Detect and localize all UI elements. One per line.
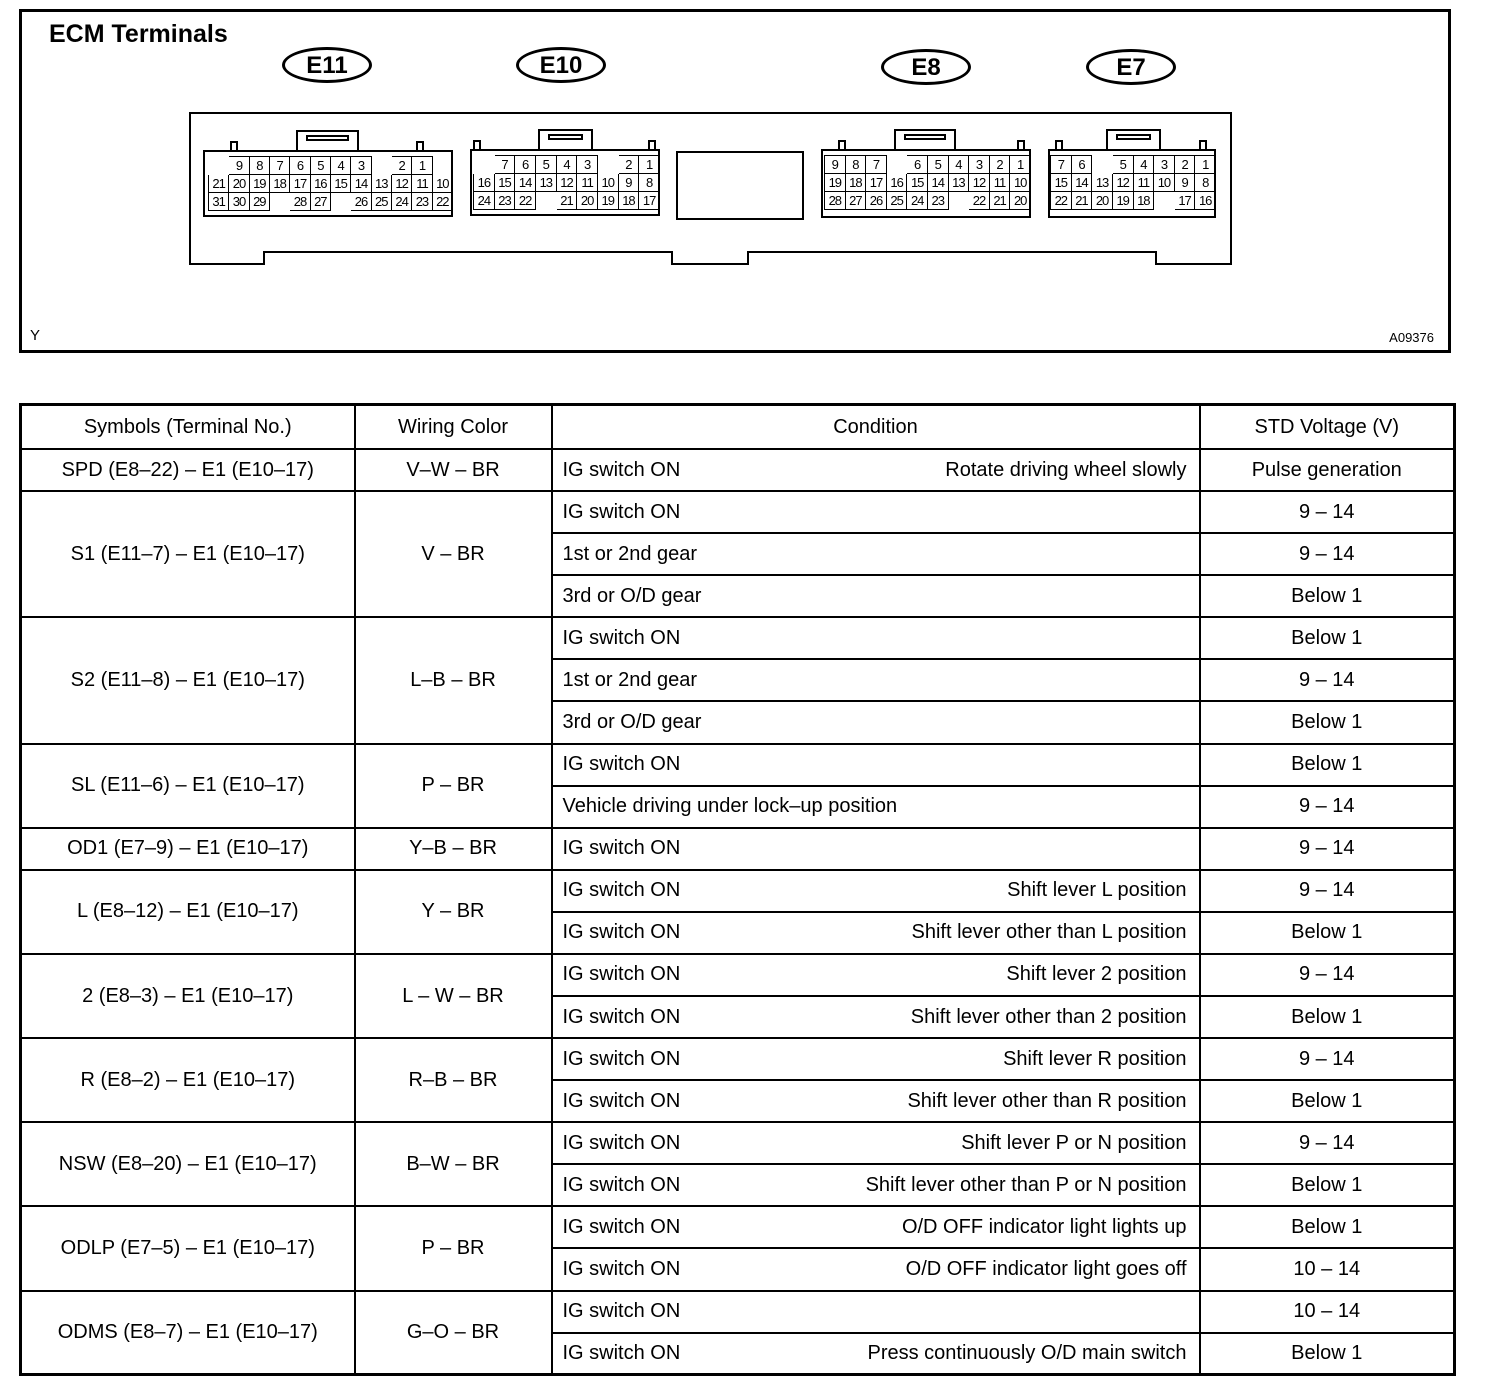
- connector-tab: [1017, 140, 1025, 149]
- terminal-symbol: 2 (E8–3) – E1 (E10–17): [21, 954, 355, 1038]
- table-header-row: [21, 405, 1455, 450]
- std-voltage: 9 – 14: [1200, 1122, 1455, 1164]
- pin: 11: [989, 174, 1010, 192]
- condition-cell: [552, 491, 1200, 533]
- pin: 20: [229, 175, 249, 193]
- terminal-symbol: S2 (E11–8) – E1 (E10–17): [21, 617, 355, 743]
- connector-latch: [538, 129, 593, 149]
- ecm-foot: [1155, 251, 1232, 265]
- table-row: [21, 828, 1455, 870]
- pin: 31: [209, 193, 229, 211]
- pin: 26: [351, 193, 371, 211]
- terminal-symbol: NSW (E8–20) – E1 (E10–17): [21, 1122, 355, 1206]
- pin: 22: [969, 192, 990, 210]
- header-symbols: Symbols (Terminal No.): [21, 405, 355, 450]
- connector-e11: [203, 150, 453, 217]
- condition-main: IG switch ON: [562, 1089, 681, 1112]
- pin: 6: [907, 156, 928, 174]
- pin-empty: [474, 156, 495, 174]
- pin-row: [474, 174, 660, 192]
- terminal-symbol: SPD (E8–22) – E1 (E10–17): [21, 449, 355, 491]
- pin: 2: [391, 157, 411, 175]
- wiring-color: Y – BR: [355, 870, 552, 954]
- header-std-voltage: STD Voltage (V): [1200, 405, 1455, 450]
- condition-main: IG switch ON: [562, 963, 681, 986]
- std-voltage: 9 – 14: [1200, 491, 1455, 533]
- pin: 12: [391, 175, 411, 193]
- connector-latch: [296, 130, 359, 150]
- condition-detail: Shift lever other than 2 position: [910, 1005, 1187, 1028]
- pin: 25: [886, 192, 907, 210]
- pin-empty: [948, 192, 969, 210]
- condition-main: 3rd or O/D gear: [562, 711, 702, 733]
- pin-row: [1051, 192, 1216, 210]
- pin: 2: [1174, 156, 1195, 174]
- table-row: [21, 1038, 1455, 1080]
- connector-tab: [838, 140, 846, 149]
- pin-empty: [432, 157, 452, 175]
- condition-detail: O/D OFF indicator light goes off: [905, 1258, 1187, 1281]
- condition-cell: [552, 1248, 1200, 1290]
- condition-main: IG switch ON: [562, 1005, 681, 1028]
- connector-tab: [1055, 140, 1063, 149]
- table-row: [21, 1291, 1455, 1333]
- connector-tab: [473, 140, 481, 149]
- pin-empty: [535, 192, 556, 210]
- pin: 26: [866, 192, 887, 210]
- pin: 19: [597, 192, 618, 210]
- connector-label-e7: E7: [1086, 49, 1176, 85]
- condition-main: 3rd or O/D gear: [562, 584, 702, 607]
- pin: 24: [907, 192, 928, 210]
- pin-row: [474, 192, 660, 210]
- pin: 5: [927, 156, 948, 174]
- pin: 1: [639, 156, 660, 174]
- pin: 2: [618, 156, 639, 174]
- condition-main: IG switch ON: [562, 1258, 681, 1281]
- std-voltage: 9 – 14: [1200, 828, 1455, 870]
- table-row: [21, 870, 1455, 912]
- pin: 22: [1051, 192, 1072, 210]
- pin: 12: [556, 174, 577, 192]
- connector-e11-pins: [208, 156, 453, 211]
- table-row: [21, 954, 1455, 996]
- pin: 6: [515, 156, 536, 174]
- pin: 3: [1154, 156, 1175, 174]
- terminal-symbol: ODMS (E8–7) – E1 (E10–17): [21, 1291, 355, 1375]
- condition-main: IG switch ON: [562, 753, 681, 776]
- table-row: [21, 1122, 1455, 1164]
- pin-empty: [1092, 156, 1113, 174]
- connector-tab: [416, 141, 424, 150]
- pin: 2: [989, 156, 1010, 174]
- pin: 23: [412, 193, 432, 211]
- pin: 14: [1071, 174, 1092, 192]
- pin: 10: [432, 175, 452, 193]
- ecm-foot: [671, 251, 749, 265]
- condition-cell: [552, 617, 1200, 659]
- terminal-symbol: L (E8–12) – E1 (E10–17): [21, 870, 355, 954]
- condition-main: IG switch ON: [562, 921, 681, 944]
- pin: 9: [825, 156, 846, 174]
- pin: 16: [310, 175, 330, 193]
- condition-detail: Shift lever other than R position: [907, 1089, 1187, 1112]
- connector-e10-pins: [473, 155, 660, 210]
- pin: 3: [351, 157, 371, 175]
- pin: 4: [1133, 156, 1154, 174]
- condition-main: IG switch ON: [562, 1300, 681, 1323]
- condition-cell: [552, 744, 1200, 786]
- condition-cell: [552, 449, 1200, 491]
- pin: 9: [618, 174, 639, 192]
- std-voltage: 9 – 14: [1200, 870, 1455, 912]
- pin-row: [209, 175, 453, 193]
- wiring-color: B–W – BR: [355, 1122, 552, 1206]
- pin: 4: [330, 157, 350, 175]
- pin: 6: [290, 157, 310, 175]
- pin: 22: [515, 192, 536, 210]
- connector-latch: [1106, 129, 1161, 149]
- pin: 3: [969, 156, 990, 174]
- figure-title: ECM Terminals: [49, 20, 228, 48]
- condition-cell: [552, 533, 1200, 575]
- condition-detail: Rotate driving wheel slowly: [945, 458, 1187, 481]
- pin: 4: [556, 156, 577, 174]
- std-voltage: Below 1: [1200, 912, 1455, 954]
- pin: 20: [1010, 192, 1031, 210]
- pin: 18: [618, 192, 639, 210]
- pin: 23: [494, 192, 515, 210]
- connector-tab: [230, 141, 238, 150]
- pin: 28: [825, 192, 846, 210]
- wiring-color: Y–B – BR: [355, 828, 552, 870]
- table-row: [21, 744, 1455, 786]
- pin: 18: [269, 175, 289, 193]
- std-voltage: Below 1: [1200, 575, 1455, 617]
- pin: 3: [577, 156, 598, 174]
- condition-cell: [552, 701, 1200, 743]
- condition-cell: [552, 786, 1200, 828]
- pin: 16: [474, 174, 495, 192]
- condition-detail: Shift lever R position: [1003, 1047, 1187, 1070]
- pin: 21: [209, 175, 229, 193]
- pin: 7: [494, 156, 515, 174]
- wiring-color: P – BR: [355, 744, 552, 828]
- pin: 14: [351, 175, 371, 193]
- pin: 20: [1092, 192, 1113, 210]
- pin: 27: [845, 192, 866, 210]
- condition-cell: [552, 870, 1200, 912]
- pin-empty: [886, 156, 907, 174]
- condition-main: IG switch ON: [562, 1341, 681, 1364]
- connector-latch: [894, 129, 956, 149]
- pin: 19: [1112, 192, 1133, 210]
- terminal-symbol: R (E8–2) – E1 (E10–17): [21, 1038, 355, 1122]
- condition-main: IG switch ON: [562, 458, 681, 481]
- condition-detail: Shift lever other than L position: [911, 921, 1187, 944]
- pin-row: [209, 157, 453, 175]
- pin: 17: [866, 174, 887, 192]
- pin-empty: [371, 157, 391, 175]
- connector-label-e8: E8: [881, 49, 971, 85]
- condition-cell: [552, 1291, 1200, 1333]
- terminal-symbol: ODLP (E7–5) – E1 (E10–17): [21, 1206, 355, 1290]
- pin: 19: [249, 175, 269, 193]
- std-voltage: Below 1: [1200, 1206, 1455, 1248]
- pin: 13: [948, 174, 969, 192]
- pin: 11: [412, 175, 432, 193]
- pin: 27: [310, 193, 330, 211]
- pin: 13: [535, 174, 556, 192]
- wiring-color: L – W – BR: [355, 954, 552, 1038]
- condition-cell: [552, 954, 1200, 996]
- pin: 15: [330, 175, 350, 193]
- std-voltage: Below 1: [1200, 996, 1455, 1038]
- pin: 23: [927, 192, 948, 210]
- terminal-symbol: S1 (E11–7) – E1 (E10–17): [21, 491, 355, 617]
- wiring-color: G–O – BR: [355, 1291, 552, 1375]
- condition-cell: [552, 1122, 1200, 1164]
- pin-row: [1051, 174, 1216, 192]
- std-voltage: Below 1: [1200, 1080, 1455, 1122]
- table-row: [21, 491, 1455, 533]
- condition-detail: O/D OFF indicator light lights up: [901, 1215, 1187, 1238]
- condition-main: IG switch ON: [562, 1047, 681, 1070]
- pin-row: [825, 156, 1031, 174]
- condition-main: 1st or 2nd gear: [562, 542, 698, 565]
- pin: 18: [845, 174, 866, 192]
- pin: 14: [927, 174, 948, 192]
- terminal-symbol: OD1 (E7–9) – E1 (E10–17): [21, 828, 355, 870]
- pin: 22: [432, 193, 452, 211]
- std-voltage: Below 1: [1200, 1333, 1455, 1375]
- condition-detail: Shift lever P or N position: [961, 1131, 1187, 1154]
- pin: 12: [1112, 174, 1133, 192]
- pin: 7: [269, 157, 289, 175]
- pin: 19: [825, 174, 846, 192]
- pin: 1: [1010, 156, 1031, 174]
- condition-main: IG switch ON: [562, 500, 681, 523]
- pin: 9: [229, 157, 249, 175]
- condition-detail: Shift lever 2 position: [1006, 963, 1187, 986]
- condition-main: IG switch ON: [562, 837, 681, 860]
- pin: 12: [969, 174, 990, 192]
- pin: 9: [1174, 174, 1195, 192]
- condition-cell: [552, 1206, 1200, 1248]
- pin: 1: [1195, 156, 1216, 174]
- pin: 20: [577, 192, 598, 210]
- pin: 17: [1174, 192, 1195, 210]
- pin: 25: [371, 193, 391, 211]
- header-condition: Condition: [552, 405, 1200, 450]
- pin: 16: [1195, 192, 1216, 210]
- condition-main: IG switch ON: [562, 626, 681, 649]
- condition-main: IG switch ON: [562, 879, 681, 902]
- connector-label-e10: E10: [516, 47, 606, 83]
- std-voltage: 9 – 14: [1200, 1038, 1455, 1080]
- blank-connector-slot: [676, 151, 804, 220]
- std-voltage: 9 – 14: [1200, 786, 1455, 828]
- pin: 17: [639, 192, 660, 210]
- condition-cell: [552, 1080, 1200, 1122]
- condition-cell: [552, 1333, 1200, 1375]
- connector-e7-pins: [1050, 155, 1216, 210]
- condition-cell: [552, 1038, 1200, 1080]
- condition-cell: [552, 912, 1200, 954]
- condition-detail: Shift lever other than P or N position: [865, 1173, 1187, 1196]
- pin: 18: [1133, 192, 1154, 210]
- pin-empty: [1154, 192, 1175, 210]
- condition-cell: [552, 575, 1200, 617]
- header-wiring-color: Wiring Color: [355, 405, 552, 450]
- pin: 30: [229, 193, 249, 211]
- std-voltage: Pulse generation: [1200, 449, 1455, 491]
- pin: 8: [845, 156, 866, 174]
- std-voltage: 9 – 14: [1200, 533, 1455, 575]
- condition-main: IG switch ON: [562, 1131, 681, 1154]
- pin: 29: [249, 193, 269, 211]
- std-voltage: Below 1: [1200, 1164, 1455, 1206]
- condition-detail: Shift lever L position: [1007, 879, 1187, 902]
- pin-row: [1051, 156, 1216, 174]
- connector-label-e11: E11: [282, 47, 372, 83]
- pin: 21: [556, 192, 577, 210]
- pin: 5: [535, 156, 556, 174]
- pin: 21: [1071, 192, 1092, 210]
- pin: 17: [290, 175, 310, 193]
- ecm-terminals-figure: [19, 9, 1451, 353]
- std-voltage: Below 1: [1200, 744, 1455, 786]
- figure-corner-label: Y: [30, 327, 41, 344]
- wiring-color: R–B – BR: [355, 1038, 552, 1122]
- pin-empty: [330, 193, 350, 211]
- table-row: [21, 449, 1455, 491]
- pin: 6: [1071, 156, 1092, 174]
- condition-cell: [552, 828, 1200, 870]
- pin: 10: [1010, 174, 1031, 192]
- pin-row: [825, 174, 1031, 192]
- connector-e7: [1048, 149, 1216, 218]
- pin-empty: [269, 193, 289, 211]
- condition-main: Vehicle driving under lock–up position: [562, 795, 898, 818]
- wiring-color: V – BR: [355, 491, 552, 617]
- connector-e8: [821, 149, 1031, 218]
- wiring-color: V–W – BR: [355, 449, 552, 491]
- pin: 13: [1092, 174, 1113, 192]
- std-voltage: 10 – 14: [1200, 1248, 1455, 1290]
- wiring-color: L–B – BR: [355, 617, 552, 743]
- pin-empty: [597, 156, 618, 174]
- table-row: [21, 617, 1455, 659]
- connector-e8-pins: [824, 155, 1031, 210]
- wiring-color: P – BR: [355, 1206, 552, 1290]
- pin: 8: [1195, 174, 1216, 192]
- std-voltage: 9 – 14: [1200, 659, 1455, 701]
- condition-detail: Press continuously O/D main switch: [867, 1341, 1187, 1364]
- condition-main: 1st or 2nd gear: [562, 668, 698, 691]
- pin: 16: [886, 174, 907, 192]
- pin: 11: [577, 174, 598, 192]
- pin-row: [209, 193, 453, 211]
- pin: 7: [1051, 156, 1072, 174]
- pin: 8: [249, 157, 269, 175]
- pin: 10: [1154, 174, 1175, 192]
- pin: 11: [1133, 174, 1154, 192]
- figure-code: A09376: [1389, 330, 1434, 345]
- pin: 15: [1051, 174, 1072, 192]
- table-row: [21, 1206, 1455, 1248]
- std-voltage: 9 – 14: [1200, 954, 1455, 996]
- connector-tab: [648, 140, 656, 149]
- condition-cell: [552, 659, 1200, 701]
- condition-cell: [552, 996, 1200, 1038]
- std-voltage: Below 1: [1200, 701, 1455, 743]
- ecm-foot: [189, 251, 265, 265]
- pin-row: [825, 192, 1031, 210]
- connector-tab: [1199, 140, 1207, 149]
- condition-main: IG switch ON: [562, 1215, 681, 1238]
- terminal-voltage-table: [19, 403, 1456, 1376]
- pin: 24: [391, 193, 411, 211]
- pin: 5: [310, 157, 330, 175]
- pin: 15: [494, 174, 515, 192]
- condition-cell: [552, 1164, 1200, 1206]
- pin: 4: [948, 156, 969, 174]
- std-voltage: Below 1: [1200, 617, 1455, 659]
- pin: 21: [989, 192, 1010, 210]
- pin: 24: [474, 192, 495, 210]
- condition-main: IG switch ON: [562, 1173, 681, 1196]
- pin: 5: [1112, 156, 1133, 174]
- pin: 28: [290, 193, 310, 211]
- terminal-symbol: SL (E11–6) – E1 (E10–17): [21, 744, 355, 828]
- pin: 1: [412, 157, 432, 175]
- pin: 7: [866, 156, 887, 174]
- pin-empty: [209, 157, 229, 175]
- pin: 8: [639, 174, 660, 192]
- pin: 10: [597, 174, 618, 192]
- std-voltage: 10 – 14: [1200, 1291, 1455, 1333]
- connector-e10: [470, 149, 660, 216]
- pin: 15: [907, 174, 928, 192]
- pin: 14: [515, 174, 536, 192]
- pin: 13: [371, 175, 391, 193]
- pin-row: [474, 156, 660, 174]
